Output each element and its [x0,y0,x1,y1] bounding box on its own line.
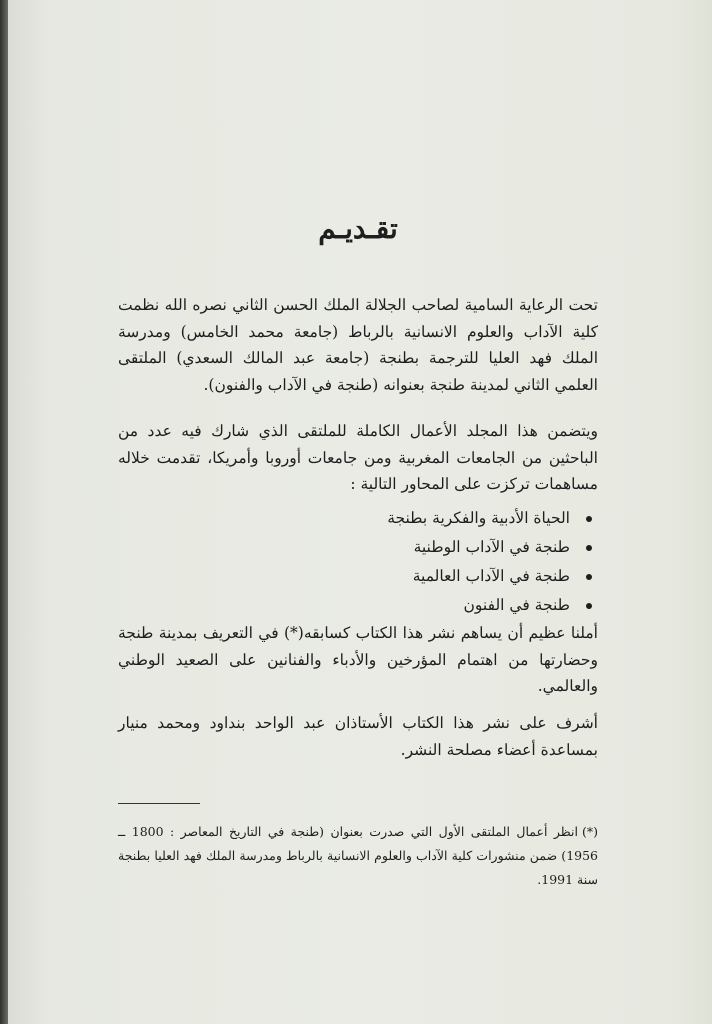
bullet-icon [586,516,592,522]
list-item [118,533,598,562]
footnote-divider [118,803,200,804]
list-item [118,562,598,591]
document-page [8,0,712,1024]
footnote-text: انظر أعمال الملتقى الأول التي صدرت بعنوان (طنجة في التاريخ المعاصر : 1800 ــ 1956) ضمن منشورات كلية الآداب والعلوم الانسانية بالرباط ومدرسة الملك فهد العليا بطنجة سنة 1991. [118,824,598,887]
bullet-icon [586,574,592,580]
list-item-label: الحياة الأدبية والفكرية بطنجة [387,509,570,527]
bullet-icon [586,603,592,609]
paragraph-contents: ويتضمن هذا المجلد الأعمال الكاملة للملتقى الذي شارك فيه عدد من الباحثين من الجامعات المغربية ومن جامعات أوروبا وأمريكا، تقدمت خلاله مساهمات تركزت على المحاور التالية : [118,422,598,493]
list-item-label: طنجة في الآداب الوطنية [413,538,570,556]
list-item-label: طنجة في الآداب العالمية [412,567,570,585]
paragraph-hope: أملنا عظيم أن يساهم نشر هذا الكتاب كسابقه(*) في التعريف بمدينة طنجة وحضارتها من اهتمام المؤرخين والأدباء والفنانين على الصعيد الوطني والعالمي. [118,624,598,695]
page-title: تقـديـم [318,212,398,245]
list-item [118,504,598,533]
topics-list [118,504,598,620]
footnote [118,820,598,892]
paragraph-credits: أشرف على نشر هذا الكتاب الأستاذان عبد الواحد بنداود ومحمد منيار بمساعدة أعضاء مصلحة النشر. [118,714,598,759]
bullet-icon [586,545,592,551]
paragraph-intro: تحت الرعاية السامية لصاحب الجلالة الملك الحسن الثاني نصره الله نظمت كلية الآداب والعلوم الانسانية بالرباط (جامعة محمد الخامس) ومدرسة الملك فهد العليا للترجمة بطنجة (جامعة عبد المالك السعدي) الملتقى العلمي الثاني لمدينة طنجة بعنوانه (طنجة في الآداب والفنون). [118,296,598,394]
list-item-label: طنجة في الفنون [463,596,570,614]
footnote-marker: (*) [581,824,598,839]
list-item [118,591,598,620]
page-binding-edge [0,0,8,1024]
